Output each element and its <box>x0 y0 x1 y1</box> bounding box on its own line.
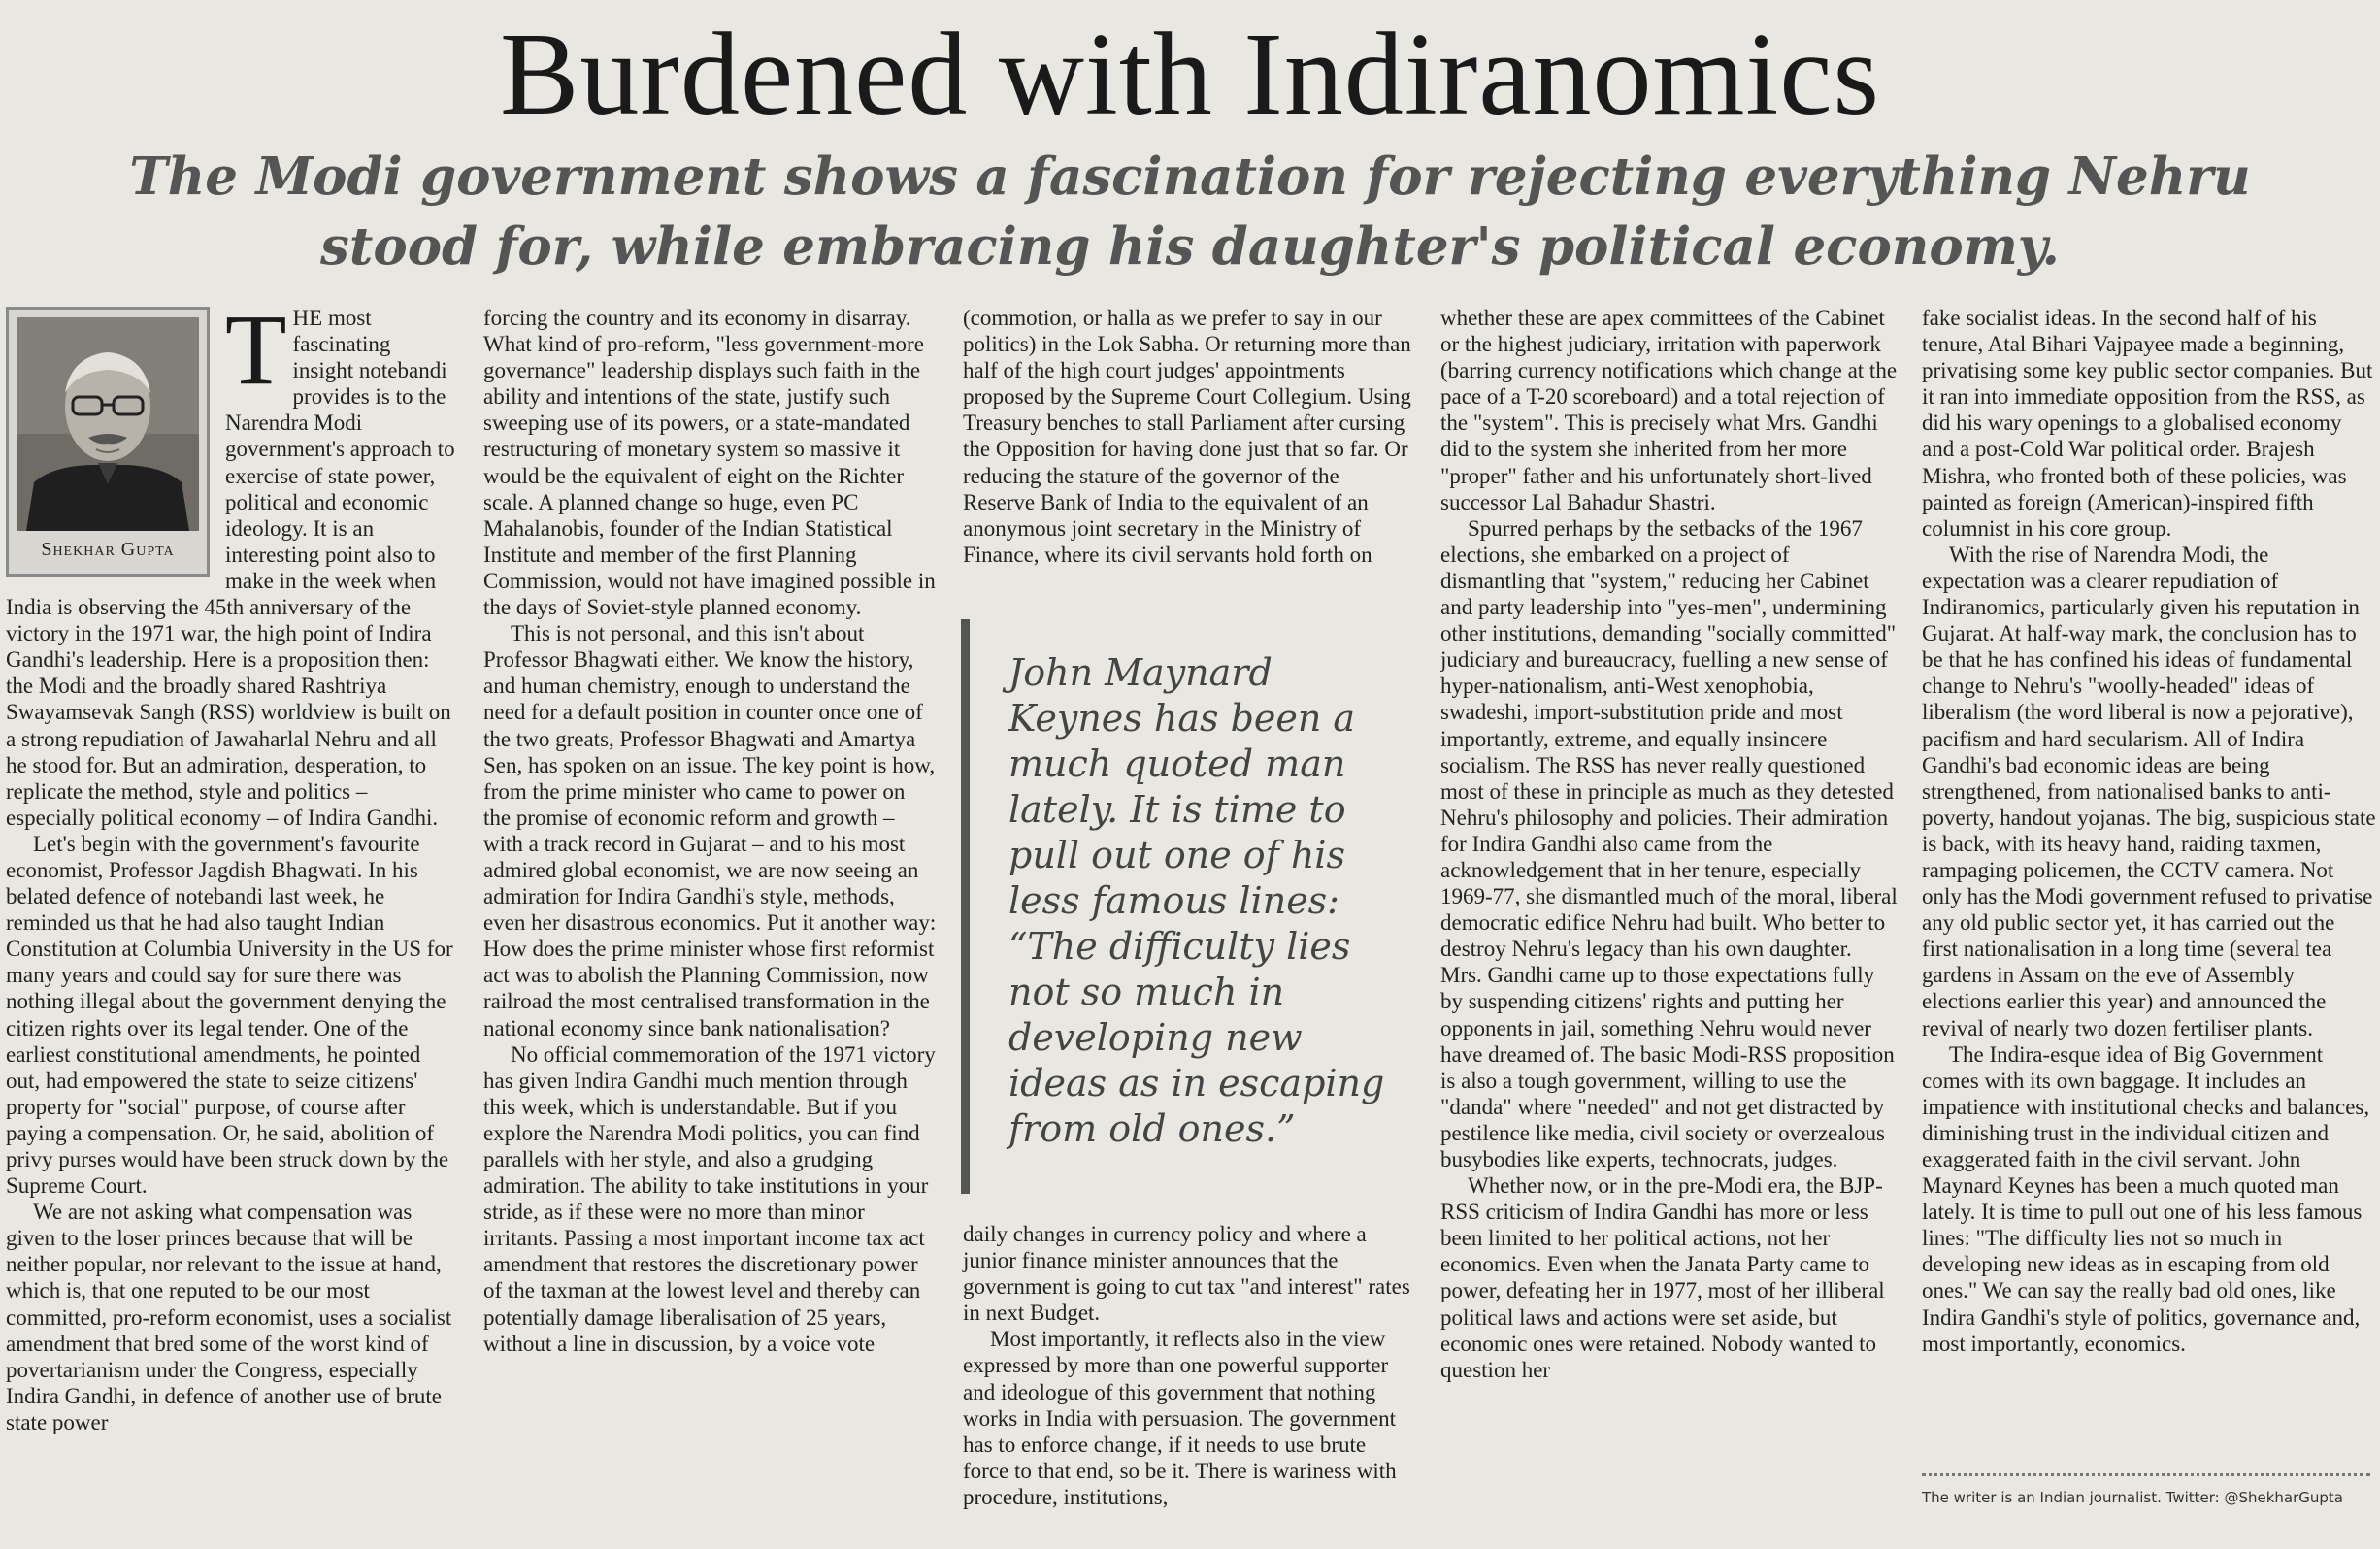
drop-cap: T <box>225 305 287 406</box>
article-column-4 <box>1440 305 1899 1514</box>
paragraph: forcing the country and its economy in disarray. What kind of pro-reform, "less government-more governance" leadership displays such faith in the ability and intentions of the state, justify such sweeping use of its powers, or a state-mandated restructuring of monetary system so massive it would be the equivalent of eight on the Richter scale. A planned change so huge, even PC Mahalanobis, founder of the Indian Statistical Institute and member of the first Planning Commission, would not have imagined possible in the days of Soviet-style planned economy. <box>483 306 936 620</box>
pull-quote <box>961 619 1397 1194</box>
author-credit: The writer is an Indian journalist. Twitter: @ShekharGupta <box>1922 1489 2344 1506</box>
paragraph: No official commemoration of the 1971 victory has given Indira Gandhi much mention through this week, which is understandable. But if you explore the Narendra Modi politics, you can find parallels with her style, and also a grudging admiration. The ability to take institutions in your stride, as if these were no more than minor irritants. Passing a most important income tax act amendment that restores the discretionary power of the taxman at the lowest level and thereby can potentially damage liberalisation of 25 years, without a line in discussion, by a voice vote <box>483 1041 936 1356</box>
article-column-5 <box>1922 305 2376 1446</box>
paragraph: We are not asking what compensation was given to the loser princes because that will be neither popular, nor relevant to the issue at hand, which is, that one reputed to be our most committed, pro-reform economist, uses a socialist amendment that bred some of the worst kind of povertarianism under the Congress, especially Indira Gandhi, in defence of another use of brute state power <box>6 1200 452 1434</box>
article-column-2 <box>483 305 938 1514</box>
paragraph: Most importantly, it reflects also in the view expressed by more than one powerful supporter and ideologue of this government that nothing works in India with persuasion. The government has to enforce change, if it needs to use brute force to that end, so be it. There is wariness with procedure, institutions, <box>963 1327 1397 1509</box>
author-byline: Shekhar Gupta <box>41 539 175 560</box>
footer-divider <box>1922 1473 2370 1476</box>
paragraph: daily changes in currency policy and where a junior finance minister announces that the government is going to cut tax "and interest" rates in next Budget. <box>963 1222 1410 1326</box>
author-portrait <box>6 307 210 577</box>
article-column-1 <box>6 305 456 1514</box>
paragraph: HE most fascinating insight notebandi provides is to the Narendra Modi government's approach to exercise of state power, political and economic ideology. It is an interesting point also to make in the week when India is observing the 45th anniversary of the victory in the 1971 war, the high point of Indira Gandhi's leadership. Here is a proposition then: the Modi and the broadly shared Rashtriya Swayamsevak Sangh (RSS) worldview is built on a strong repudiation of Jawaharlal Nehru and all he stood for. But an admiration, desperation, to replicate the method, style and politics – especially political economy – of Indira Gandhi. <box>6 306 455 830</box>
paragraph: (commotion, or halla as we prefer to say in our politics) in the Lok Sabha. Or returning more than half of the high court judges' appointments proposed by the Supreme Court Collegium. Using Treasury benches to stall Parliament after cursing the Opposition for having done just that so far. Or reducing the stature of the governor of the Reserve Bank of India to the equivalent of an anonymous joint secretary in the Ministry of Finance, where its civil servants hold forth on <box>963 306 1411 567</box>
paragraph: fake socialist ideas. In the second half of his tenure, Atal Bihari Vajpayee made a beginning, privatising some key public sector companies. But it ran into immediate opposition from the RSS, as did his wary openings to a globalised economy and a post-Cold War political order. Brajesh Mishra, who fronted both of these policies, was painted as foreign (American)-inspired fifth columnist in his core group. <box>1922 306 2373 541</box>
paragraph: Whether now, or in the pre-Modi era, the BJP-RSS criticism of Indira Gandhi has more or less been limited to her political actions, not her economics. Even when the Janata Party came to power, defeating her in 1977, most of her illiberal political laws and actions were set aside, but economic ones were retained. Nobody wanted to question her <box>1440 1173 1885 1382</box>
standfirst: The Modi government shows a fascination for rejecting everything Nehru stood for, while embracing his daughter's political economy. <box>129 147 2251 277</box>
author-photo <box>17 317 199 531</box>
paragraph: This is not personal, and this isn't about Professor Bhagwati either. We know the history, and human chemistry, enough to understand the need for a default position in counter once one of the two greats, Professor Bhagwati and Amartya Sen, has spoken on an issue. The key point is how, from the prime minister who came to power on the promise of economic reform and growth – with a track record in Gujarat – and to his most admired global economist, we are now seeing an admiration for Indira Gandhi's style, methods, even her disastrous economics. Put it another way: How does the prime minister whose first reformist act was to abolish the Planning Commission, now railroad the most centralised transformation in the national economy since bank nationalisation? <box>483 621 937 1040</box>
pull-quote-text: John Maynard Keynes has been a much quoted man lately. It is time to pull out one of his less famous lines: “The difficulty lies not so much in developing new ideas as in escaping from old ones.” <box>1008 651 1385 1150</box>
article-column-3 <box>963 305 1413 606</box>
article-column-3-continued <box>963 1221 1413 1510</box>
paragraph: The Indira-esque idea of Big Government comes with its own baggage. It includes an impatience with institutional checks and balances, diminishing trust in the individual citizen and exaggerated faith in the civil servant. John Maynard Keynes has been a much quoted man lately. It is time to pull out one of his less famous lines: "The difficulty lies not so much in developing new ideas as in escaping from old ones." We can say the really bad old ones, like Indira Gandhi's style of politics, governance and, most importantly, economics. <box>1922 1041 2370 1356</box>
paragraph: With the rise of Narendra Modi, the expectation was a clearer repudiation of Indiranomics, particularly given his reputation in Gujarat. At half-way mark, the conclusion has to be that he has confined his ideas of fundamental change to Nehru's "woolly-headed" ideas of liberalism (the word liberal is now a pejorative), pacifism and hard secularism. All of Indira Gandhi's bad economic ideas are being strengthened, from nationalised banks to anti-poverty, handout yojanas. The big, suspicious state is back, with its heavy hand, raiding taxmen, rampaging policemen, the CCTV camera. Not only has the Modi government refused to privatise any old public sector yet, it has carried out the first nationalisation in a long time (several tea gardens in Assam on the eve of Assembly elections earlier this year) and announced the revival of nearly two dozen fertiliser plants. <box>1922 542 2376 1040</box>
paragraph: Spurred perhaps by the setbacks of the 1967 elections, she embarked on a project of dismantling that "system," reducing her Cabinet and party leadership into "yes-men", undermining other institutions, demanding "socially committed" judiciary and bureaucracy, fuelling a new sense of hyper-nationalism, anti-West xenophobia, swadeshi, import-substitution pride and most importantly, extreme, and equally insincere socialism. The RSS has never really questioned most of these in principle as much as they detested Nehru's philosophy and policies. Their admiration for Indira Gandhi also came from the acknowledgement that in her tenure, especially 1969-77, she dismantled much of the moral, liberal democratic edifice Nehru had built. Who better to destroy Nehru's legacy than his own daughter. Mrs. Gandhi came up to those expectations fully by suspending citizens' rights and putting her opponents in jail, something Nehru would never have dreamed of. The basic Modi-RSS proposition is also a tough government, willing to use the "danda" where "needed" and not get distracted by pestilence like media, civil society or overzealous busybodies like experts, technocrats, judges. <box>1440 515 1898 1171</box>
paragraph: whether these are apex committees of the Cabinet or the highest judiciary, irritation with paperwork (barring currency notifications which change at the pace of a T-20 scoreboard) and a total rejection of the "system". This is precisely what Mrs. Gandhi did to the system she inherited from her more "proper" father and his unfortunately short-lived successor Lal Bahadur Shastri. <box>1440 306 1898 514</box>
headline: Burdened with Indiranomics <box>500 9 1880 140</box>
paragraph: Let's begin with the government's favourite economist, Professor Jagdish Bhagwati. In his belated defence of notebandi last week, he reminded us that he had also taught Indian Constitution at Columbia University in the US for many years and could say for sure there was nothing illegal about the government denying the citizen rights over its legal tender. One of the earliest constitutional amendments, he pointed out, had empowered the state to seize citizens' property for "social" purpose, of course after paying a compensation. Or, he said, abolition of privy purses would have been struck down by the Supreme Court. <box>6 831 453 1199</box>
